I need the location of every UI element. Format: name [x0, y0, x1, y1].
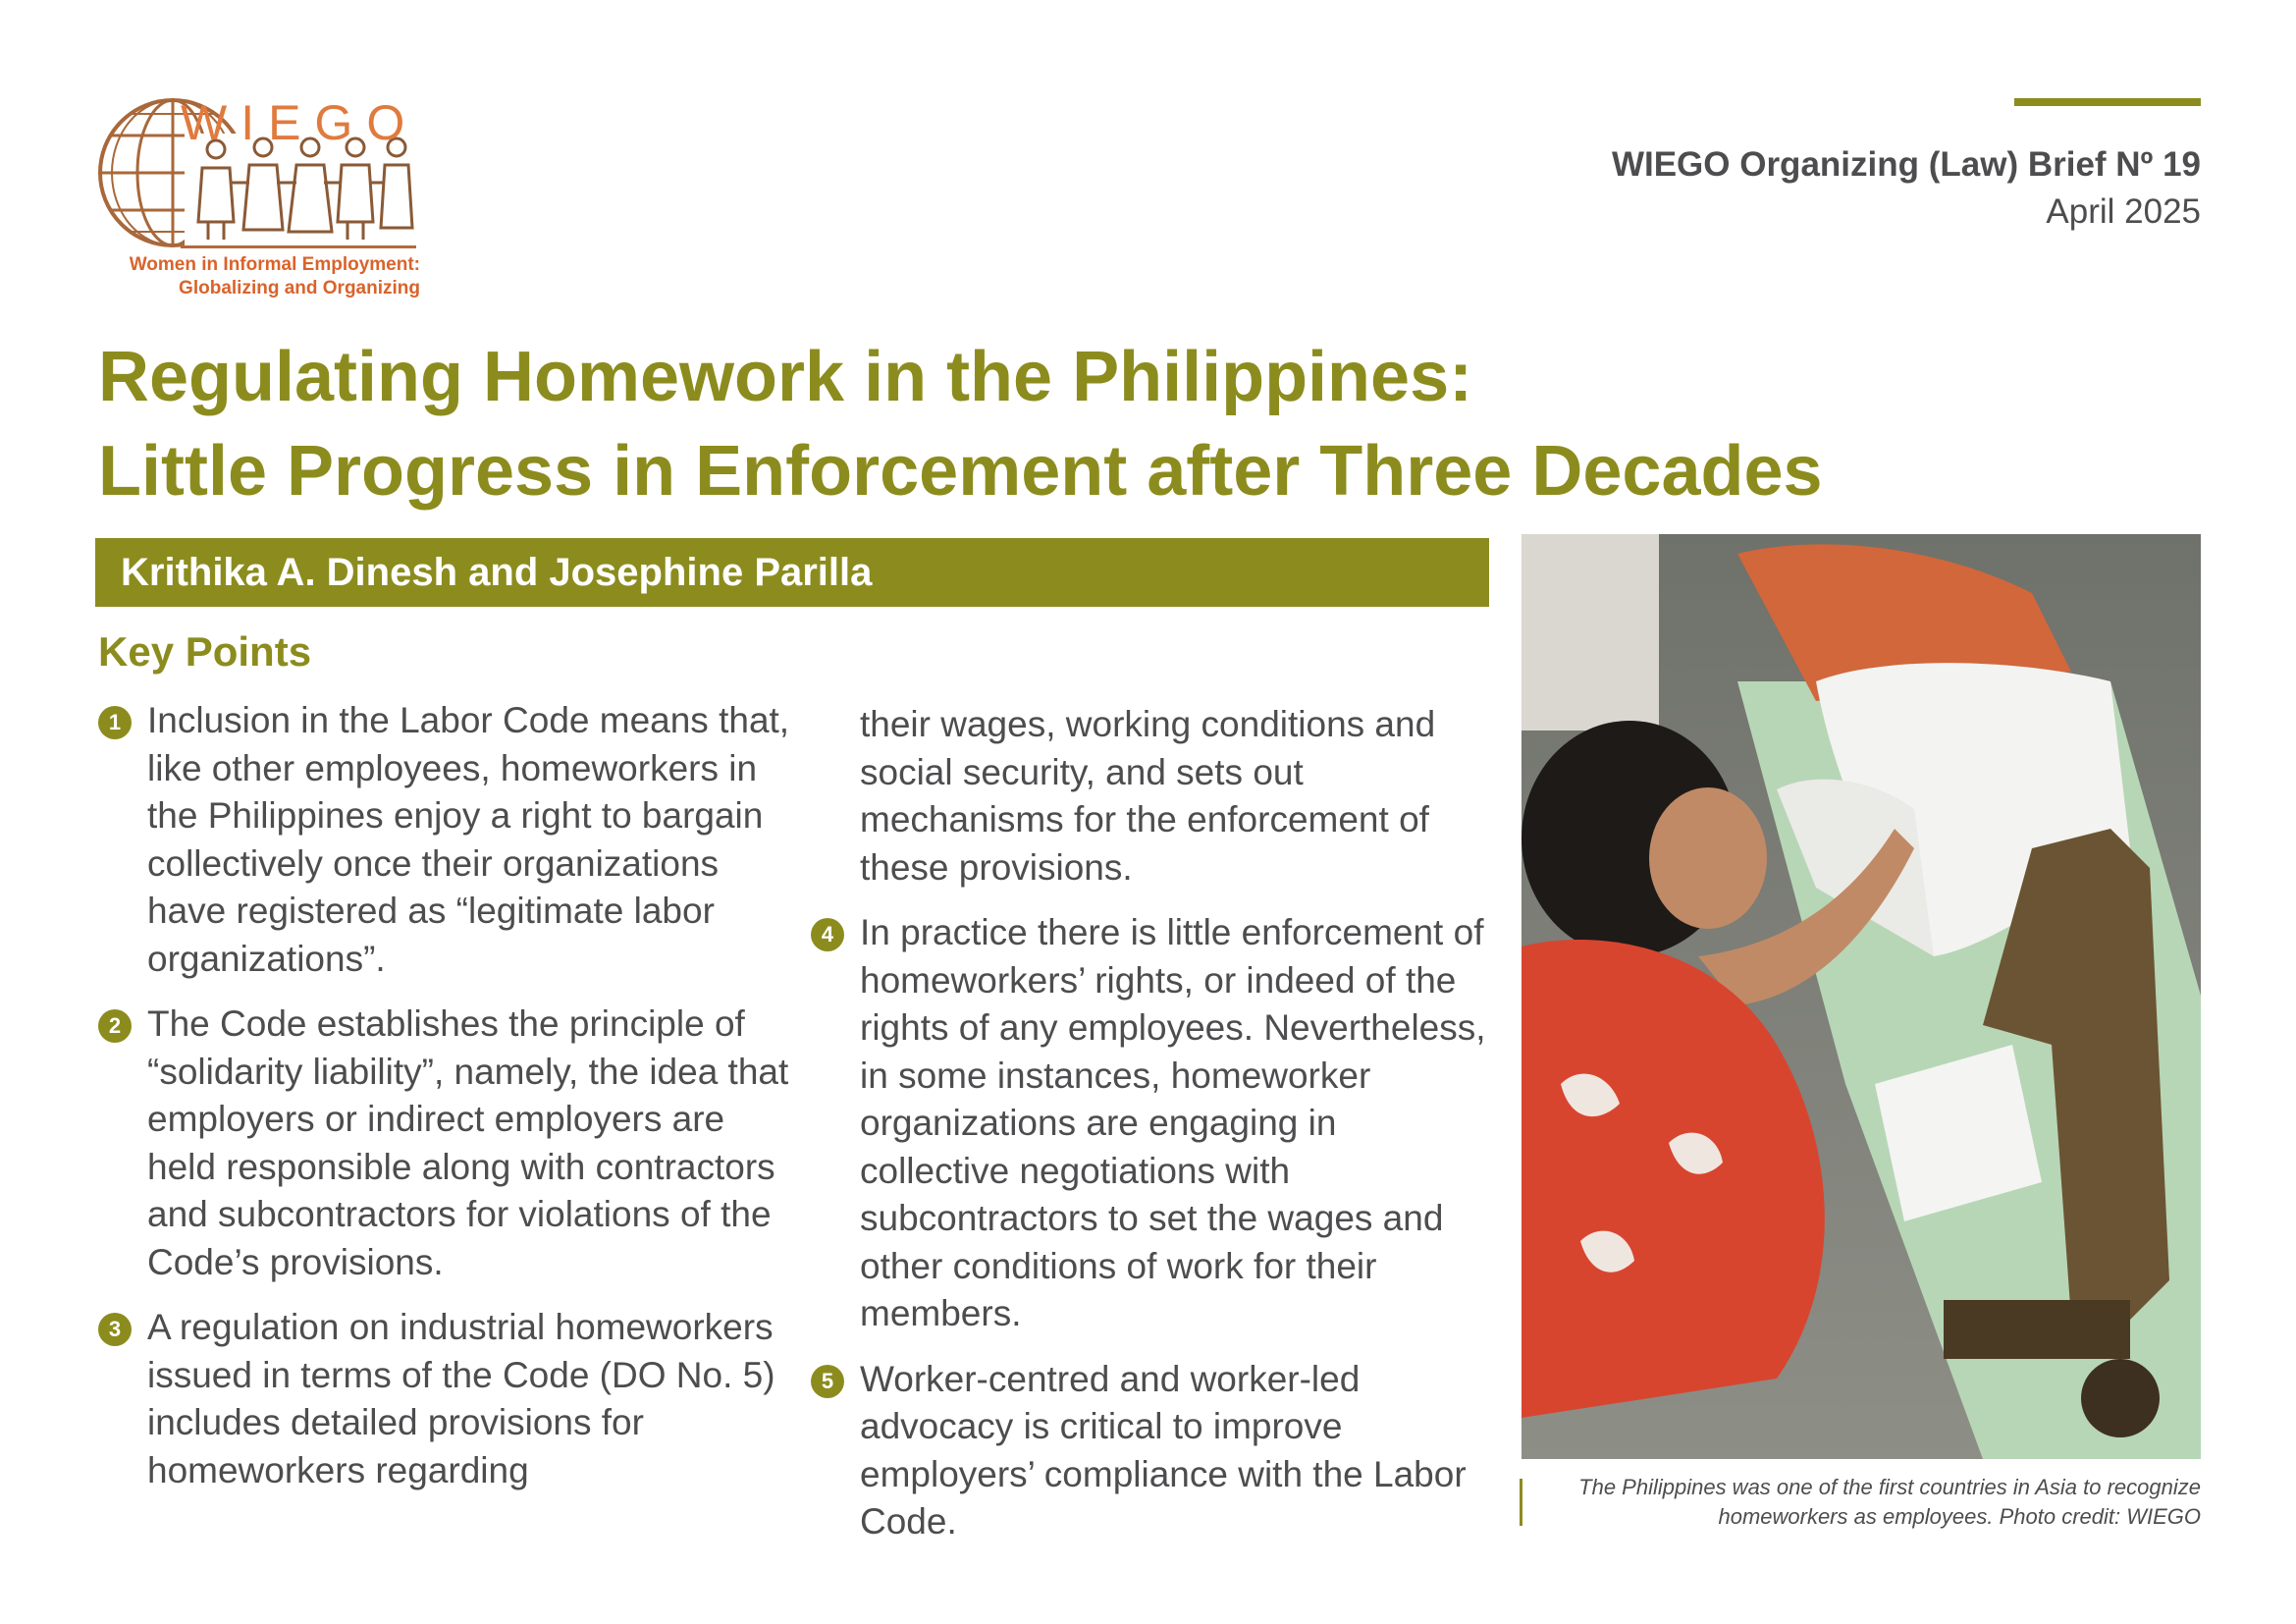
brief-title: WIEGO Organizing (Law) Brief Nº 19: [1611, 145, 2201, 184]
wiego-logo: [96, 94, 420, 302]
key-point-2: [98, 1001, 795, 1286]
key-points-heading: Key Points: [98, 628, 312, 675]
bullet-number-1: 1: [98, 706, 132, 739]
key-point-4: [811, 909, 1488, 1338]
caption-accent-rule: [1520, 1479, 1522, 1526]
logo-wordmark: WIEGO: [181, 95, 419, 150]
key-points-column-right: [811, 701, 1488, 1564]
key-point-text: Worker-centred and worker-led advocacy is critical to improve employers’ compliance with the Labor Code.: [860, 1358, 1467, 1542]
brief-accent-rule: [2014, 98, 2201, 106]
bullet-number-2: 2: [98, 1009, 132, 1043]
key-point-text: The Code establishes the principle of “solidarity liability”, namely, the idea that employers or indirect employers are held responsible along with contractors and subcontractors for violations of the Code’s provisions.: [147, 1003, 789, 1282]
key-point-3: [98, 1304, 795, 1494]
bullet-number-5: 5: [811, 1365, 844, 1398]
logo-tagline-line2: Globalizing and Organizing: [179, 278, 420, 298]
key-point-1: [98, 697, 795, 983]
key-point-text: A regulation on industrial homeworkers issued in terms of the Code (DO No. 5) includes detailed provisions for homeworkers regarding: [147, 1307, 775, 1490]
photo-illustration: [1522, 534, 2201, 1459]
key-point-5: [811, 1356, 1488, 1546]
key-point-text: Inclusion in the Labor Code means that, like other employees, homeworkers in the Philippines enjoy a right to bargain collectively once their organizations have registered as “legitimate labor organizations”.: [147, 700, 790, 979]
logo-divider: [181, 245, 416, 248]
key-points-column-left: [98, 697, 795, 1512]
homeworker-photo: [1522, 534, 2201, 1459]
key-point-text: In practice there is little enforcement of homeworkers’ rights, or indeed of the rights of any employees. Nevertheless, in some instances, homeworker organizations are engaging in collective negotiations with subcontractors to set the wages and other conditions of work for their members.: [860, 912, 1486, 1333]
page-title-line2: Little Progress in Enforcement after Three Decades: [98, 432, 1823, 511]
bullet-number-4: 4: [811, 918, 844, 951]
logo-tagline-line1: Women in Informal Employment:: [129, 254, 420, 275]
photo-caption: The Philippines was one of the first countries in Asia to recognize homeworkers as employees. Photo credit: WIEGO: [1578, 1475, 2201, 1529]
page-title: [98, 330, 2061, 518]
key-point-3-continued: their wages, working conditions and social security, and sets out mechanisms for the enforcement of these provisions.: [860, 704, 1436, 888]
authors-bar: Krithika A. Dinesh and Josephine Parilla: [95, 538, 1489, 607]
bullet-number-3: 3: [98, 1313, 132, 1346]
page-title-line1: Regulating Homework in the Philippines:: [98, 338, 1473, 416]
logo-tagline: [130, 253, 420, 300]
brief-date: April 2025: [2046, 192, 2201, 231]
